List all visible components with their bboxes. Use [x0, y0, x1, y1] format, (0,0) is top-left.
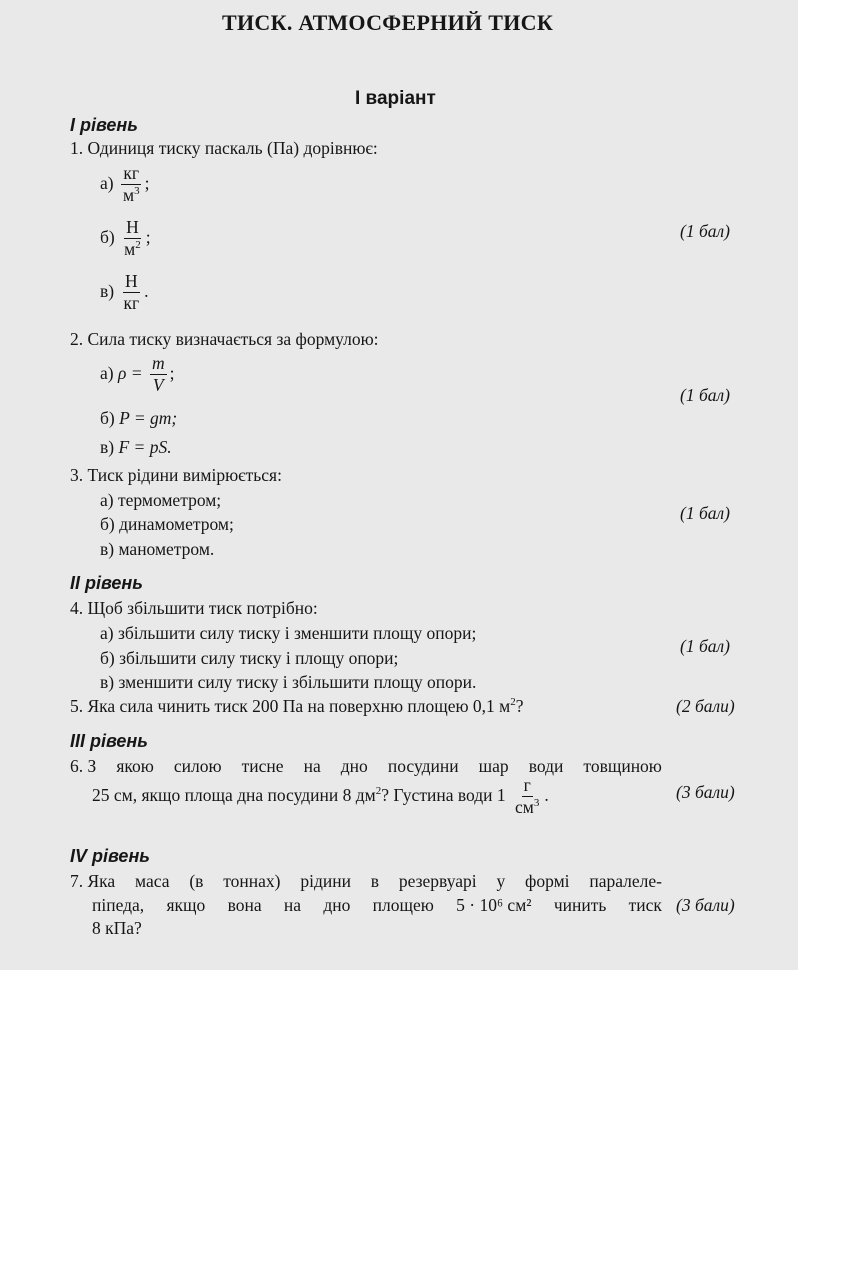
points-label: (3 бали) — [676, 895, 735, 915]
points-label: (2 бали) — [676, 696, 735, 716]
question-7-continued: піпеда, якщо вона на дно площею 5 · 10⁶ см² чинить тиск — [92, 895, 662, 915]
question-5: 5. Яка сила чинить тиск 200 Па на поверхню площею 0,1 $м^2$? — [70, 696, 524, 716]
level-heading: I рівень — [70, 115, 138, 135]
points-label: (3 бали) — [676, 782, 735, 802]
page-title: ТИСК. АТМОСФЕРНИЙ ТИСК — [222, 10, 554, 35]
fraction-denominator: кг — [123, 293, 140, 314]
question-4: 4. Щоб збільшити тиск потрібно: — [70, 598, 318, 618]
fraction-numerator: m — [150, 354, 167, 375]
points-label: (1 бал) — [680, 636, 730, 656]
fraction — [150, 354, 167, 396]
fraction-numerator: Н — [124, 218, 141, 239]
fraction-denominator: $см^3$ — [515, 797, 540, 818]
fraction — [121, 272, 141, 314]
fraction — [513, 776, 541, 818]
answer-option: а) термометром; — [100, 490, 222, 510]
answer-option: в) зменшити силу тиску і збільшити площу опори. — [100, 672, 477, 692]
fraction-numerator: кг — [121, 164, 141, 185]
level-heading: IV рівень — [70, 846, 150, 866]
answer-option: б) динамометром; — [100, 514, 234, 534]
fraction-denominator: $м^3$ — [122, 185, 140, 206]
fraction-denominator: $м^2$ — [124, 239, 141, 260]
answer-option: б) $\frac{Н}{м^2}$ ; — [100, 217, 151, 260]
question-7-end: 8 кПа? — [92, 918, 142, 938]
question-6-continued: 25 см, якщо площа дна посудини 8 $дм^2$? Густина води 1 $\frac{г}{см^3}$ . — [92, 775, 549, 818]
option-label: а) — [100, 362, 114, 383]
answer-option: б) збільшити силу тиску і площу опори; — [100, 648, 399, 668]
answer-option: а) $\frac{кг}{м^3}$ ; — [100, 163, 150, 206]
formula: ρ = — [117, 362, 143, 383]
question-6: 6. З якою силою тисне на дно посудини шар води товщиною — [70, 756, 662, 776]
question-1: 1. Одиниця тиску паскаль (Па) дорівнює: — [70, 138, 378, 158]
formula: P = gm; — [119, 408, 178, 428]
answer-option — [100, 408, 177, 429]
question-2: 2. Сила тиску визначається за формулою: — [70, 329, 379, 349]
fraction — [122, 218, 143, 260]
answer-option: а) ρ = $\frac{m}{V}$ ; — [100, 353, 175, 396]
level-heading: II рівень — [70, 573, 143, 593]
option-label: в) — [100, 280, 115, 301]
answer-option — [100, 437, 172, 458]
formula: F = pS. — [118, 437, 172, 457]
option-label: б) — [100, 226, 115, 247]
question-7: 7. Яка маса (в тоннах) рідини в резервуарі у формі паралеле- — [70, 871, 662, 891]
option-label: а) — [100, 172, 114, 193]
points-label: (1 бал) — [680, 503, 730, 523]
answer-option: в) манометром. — [100, 539, 215, 559]
answer-option: а) збільшити силу тиску і зменшити площу опори; — [100, 623, 477, 643]
option-label: в) — [100, 437, 115, 457]
fraction-numerator: Н — [123, 272, 140, 293]
points-label: (1 бал) — [680, 385, 730, 405]
points-label: (1 бал) — [680, 221, 730, 241]
level-heading: III рівень — [70, 731, 148, 751]
option-label: б) — [100, 408, 115, 428]
fraction — [121, 164, 142, 206]
question-3: 3. Тиск рідини вимірюється: — [70, 465, 282, 485]
variant-heading: I варіант — [355, 88, 436, 109]
answer-option: в) $\frac{Н}{кг}$ . — [100, 271, 149, 314]
fraction-numerator: г — [522, 776, 533, 797]
fraction-denominator: V — [152, 375, 164, 396]
